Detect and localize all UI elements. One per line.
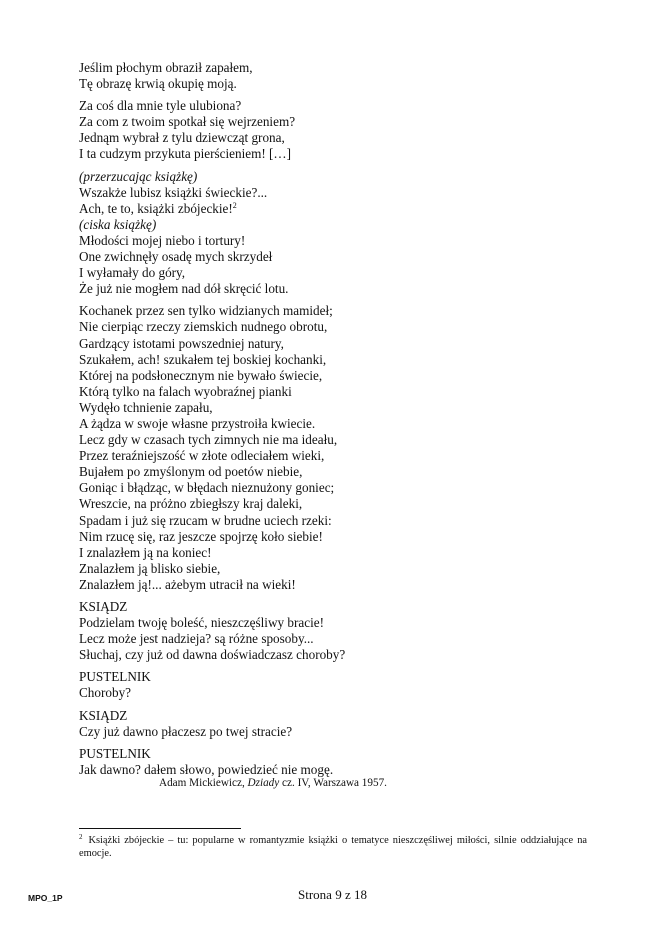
verse-line: Wydęło tchnienie zapału,: [79, 399, 213, 415]
citation-title: Dziady: [247, 777, 280, 789]
verse-line: Młodości mojej niebo i tortury!: [79, 232, 246, 248]
verse-text: Ach, te to, książki zbójeckie!: [79, 200, 233, 216]
verse-line-with-footnote: [79, 201, 599, 217]
footnote-reference: 2: [232, 200, 237, 210]
speaker-name: KSIĄDZ: [79, 599, 128, 614]
stage-direction: (przerzucając książkę): [79, 168, 198, 184]
verse-line: Czy już dawno płaczesz po twej stracie?: [79, 723, 293, 739]
footnote-mark: 2: [79, 833, 83, 841]
verse-line: Choroby?: [79, 685, 132, 701]
verse-line: Spadam i już się rzucam w brudne uciech rzeki:: [79, 512, 332, 528]
verse-line: Wszakże lubisz książki świeckie?...: [79, 184, 268, 200]
verse-line: Że już nie mogłem nad dół skręcić lotu.: [79, 281, 289, 297]
verse-line: Lecz gdy w czasach tych zimnych nie ma ideału,: [79, 432, 338, 448]
verse-line: Podzielam twoję boleść, nieszczęśliwy bracie!: [79, 615, 324, 631]
footnote: [79, 834, 587, 860]
dialogue-block: [79, 746, 599, 778]
stanza: [79, 303, 599, 593]
stage-direction: (ciska książkę): [79, 216, 157, 232]
footnote-divider: [79, 828, 241, 829]
verse-line: Tę obrazę krwią okupię moją.: [79, 76, 237, 92]
verse-line: Jeślim płochym obraził zapałem,: [79, 60, 253, 75]
verse-line: I znalazłem ją na koniec!: [79, 544, 212, 560]
verse-line: A żądza w swoje własne przystroiła kwiecie.: [79, 415, 316, 431]
dialogue-block: [79, 669, 599, 701]
poem-excerpt: [79, 60, 599, 784]
verse-line: Wreszcie, na próżno zbiegłszy kraj daleki,: [79, 496, 303, 512]
speaker-name: PUSTELNIK: [79, 745, 151, 761]
page-number: Strona 9 z 18: [298, 887, 367, 902]
verse-line: Przez teraźniejszość w złote odleciałem wieki,: [79, 448, 325, 464]
citation-author: Adam Mickiewicz,: [159, 777, 248, 789]
verse-line: One zwichnęły osadę mych skrzydeł: [79, 249, 273, 265]
verse-line: Lecz może jest nadzieja? są różne sposoby...: [79, 631, 314, 647]
speaker-name: KSIĄDZ: [79, 707, 128, 723]
verse-line: Szukałem, ach! szukałem tej boskiej kochanki,: [79, 351, 327, 367]
verse-line: I wyłamały do góry,: [79, 265, 186, 281]
verse-line: Jak dawno? dałem słowo, powiedzieć nie mogę.: [79, 761, 334, 777]
dialogue-block: [79, 708, 599, 740]
verse-line: Gardzący istotami powszedniej natury,: [79, 335, 284, 351]
verse-line: Znalazłem ją!... ażebym utracił na wieki!: [79, 576, 296, 592]
speaker-name: PUSTELNIK: [79, 669, 151, 685]
verse-line: Znalazłem ją blisko siebie,: [79, 560, 221, 576]
verse-line: Goniąc i błądząc, w błędach nieznużony goniec;: [79, 480, 335, 496]
stanza: [79, 98, 599, 162]
citation-details: cz. IV, Warszawa 1957.: [279, 777, 387, 789]
stanza: [79, 60, 599, 92]
exam-code: MPO_1P: [28, 893, 63, 903]
verse-line: Którą tylko na falach wyobraźnej pianki: [79, 383, 292, 399]
footnote-text: Książki zbójeckie – tu: popularne w romantyzmie książki o tematyce nieszczęśliwej miłości, silnie oddziałujące na emocje.: [79, 835, 587, 859]
verse-line: Bujałem po zmyślonym od poetów niebie,: [79, 464, 303, 480]
dialogue-block: [79, 599, 599, 663]
verse-line: Za coś dla mnie tyle ulubiona?: [79, 98, 242, 114]
verse-line: Jednąm wybrał z tylu dziewcząt grona,: [79, 130, 285, 146]
verse-line: I ta cudzym przykuta pierścieniem! […]: [79, 146, 292, 162]
stanza: [79, 169, 599, 298]
verse-line: Nim rzucę się, raz jeszcze spojrzę koło siebie!: [79, 528, 323, 544]
verse-line: Słuchaj, czy już od dawna doświadczasz choroby?: [79, 647, 346, 663]
verse-line: Której na podsłonecznym nie bywało świecie,: [79, 367, 323, 383]
verse-line: Za com z twoim spotkał się wejrzeniem?: [79, 114, 296, 130]
verse-line: Kochanek przez sen tylko widzianych mamideł;: [79, 303, 333, 319]
verse-line: Nie cierpiąc rzeczy ziemskich nudnego obrotu,: [79, 319, 328, 335]
source-citation: [159, 777, 387, 789]
